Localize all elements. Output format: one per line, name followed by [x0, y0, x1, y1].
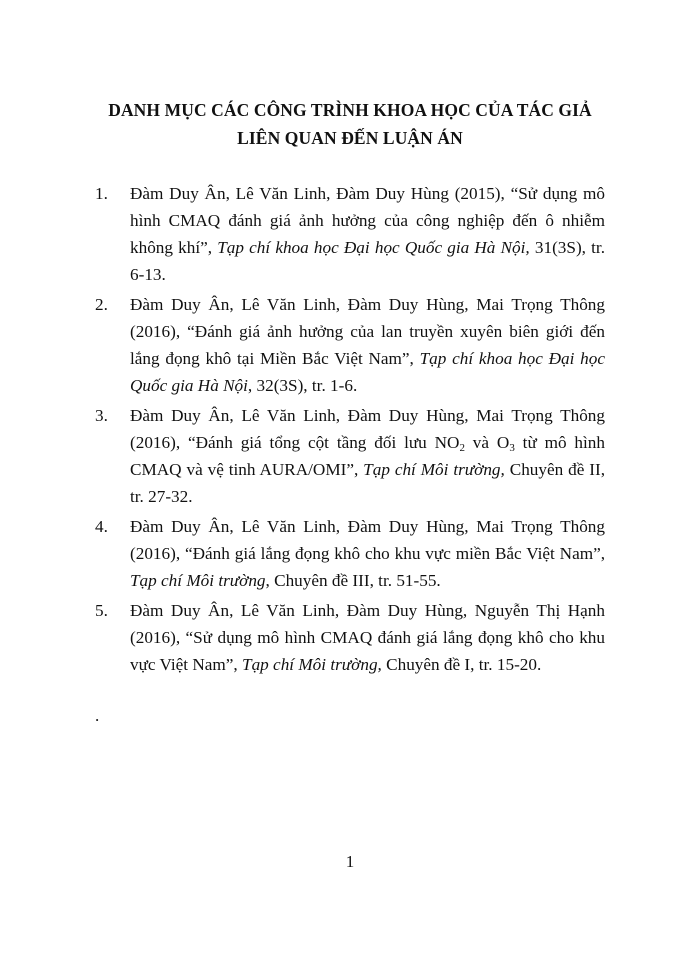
reference-item — [95, 513, 605, 594]
reference-item — [95, 597, 605, 678]
reference-authors-title: Đàm Duy Ân, Lê Văn Linh, Đàm Duy Hùng, Mai Trọng Thông (2016), “Đánh giá lắng đọng khô cho khu vực miền Bắc Việt Nam”, — [130, 517, 605, 563]
reference-details: Chuyên đề I, tr. 15-20. — [381, 655, 542, 674]
reference-journal: Tạp chí khoa học Đại học Quốc gia Hà Nội — [130, 349, 605, 395]
reference-journal: Tạp chí khoa học Đại học Quốc gia Hà Nội, — [217, 238, 530, 257]
reference-authors-title: Đàm Duy Ân, Lê Văn Linh, Đàm Duy Hùng, Mai Trọng Thông (2016), “Đánh giá tổng cột tầng đối lưu NO — [130, 406, 605, 452]
title-line-1: DANH MỤC CÁC CÔNG TRÌNH KHOA HỌC CỦA TÁC GIẢ — [108, 100, 592, 120]
reference-number: 5. — [95, 601, 108, 620]
subscript-3: 3 — [509, 442, 515, 454]
reference-number: 2. — [95, 295, 108, 314]
reference-details: , Chuyên đề III, tr. 51-55. — [265, 571, 441, 590]
reference-authors-title: Đàm Duy Ân, Lê Văn Linh, Đàm Duy Hùng, Nguyễn Thị Hạnh (2016), “Sử dụng mô hình CMAQ đánh giá lắng đọng khô cho khu vực Việt Nam”, — [130, 601, 605, 674]
reference-number: 4. — [95, 517, 108, 536]
reference-number: 3. — [95, 406, 108, 425]
page-title — [0, 96, 700, 152]
reference-authors-title-end: từ mô hình CMAQ và vệ tinh AURA/OMI”, — [130, 433, 605, 479]
trailing-mark: . — [95, 706, 100, 725]
subscript-2: 2 — [459, 442, 465, 454]
reference-journal: Tạp chí Môi trường, — [363, 460, 505, 479]
reference-list — [95, 180, 605, 681]
reference-journal: Tạp chí Môi trường, — [242, 655, 382, 674]
reference-authors-title-cont: và O — [464, 433, 510, 452]
reference-item — [95, 291, 605, 399]
reference-item — [95, 402, 605, 510]
reference-authors-title: Đàm Duy Ân, Lê Văn Linh, Đàm Duy Hùng, Mai Trọng Thông (2016), “Đánh giá ảnh hưởng của lan truyền xuyên biên giới đến lắng đọng khô tại Miền Bắc Việt Nam”, — [130, 295, 605, 368]
reference-details: , 32(3S), tr. 1-6. — [247, 376, 358, 395]
page-number: 1 — [345, 852, 355, 871]
reference-details: Chuyên đề II, tr. 27-32. — [130, 460, 605, 506]
title-line-2: LIÊN QUAN ĐẾN LUẬN ÁN — [237, 128, 463, 148]
reference-details: 31(3S), tr. 6-13. — [130, 238, 606, 284]
reference-number: 1. — [95, 184, 108, 203]
reference-item — [95, 180, 605, 288]
reference-journal: Tạp chí Môi trường — [130, 571, 266, 590]
reference-authors-title: Đàm Duy Ân, Lê Văn Linh, Đàm Duy Hùng (2015), “Sử dụng mô hình CMAQ đánh giá ảnh hưởng của công nghiệp đến ô nhiễm không khí”, — [130, 184, 605, 257]
